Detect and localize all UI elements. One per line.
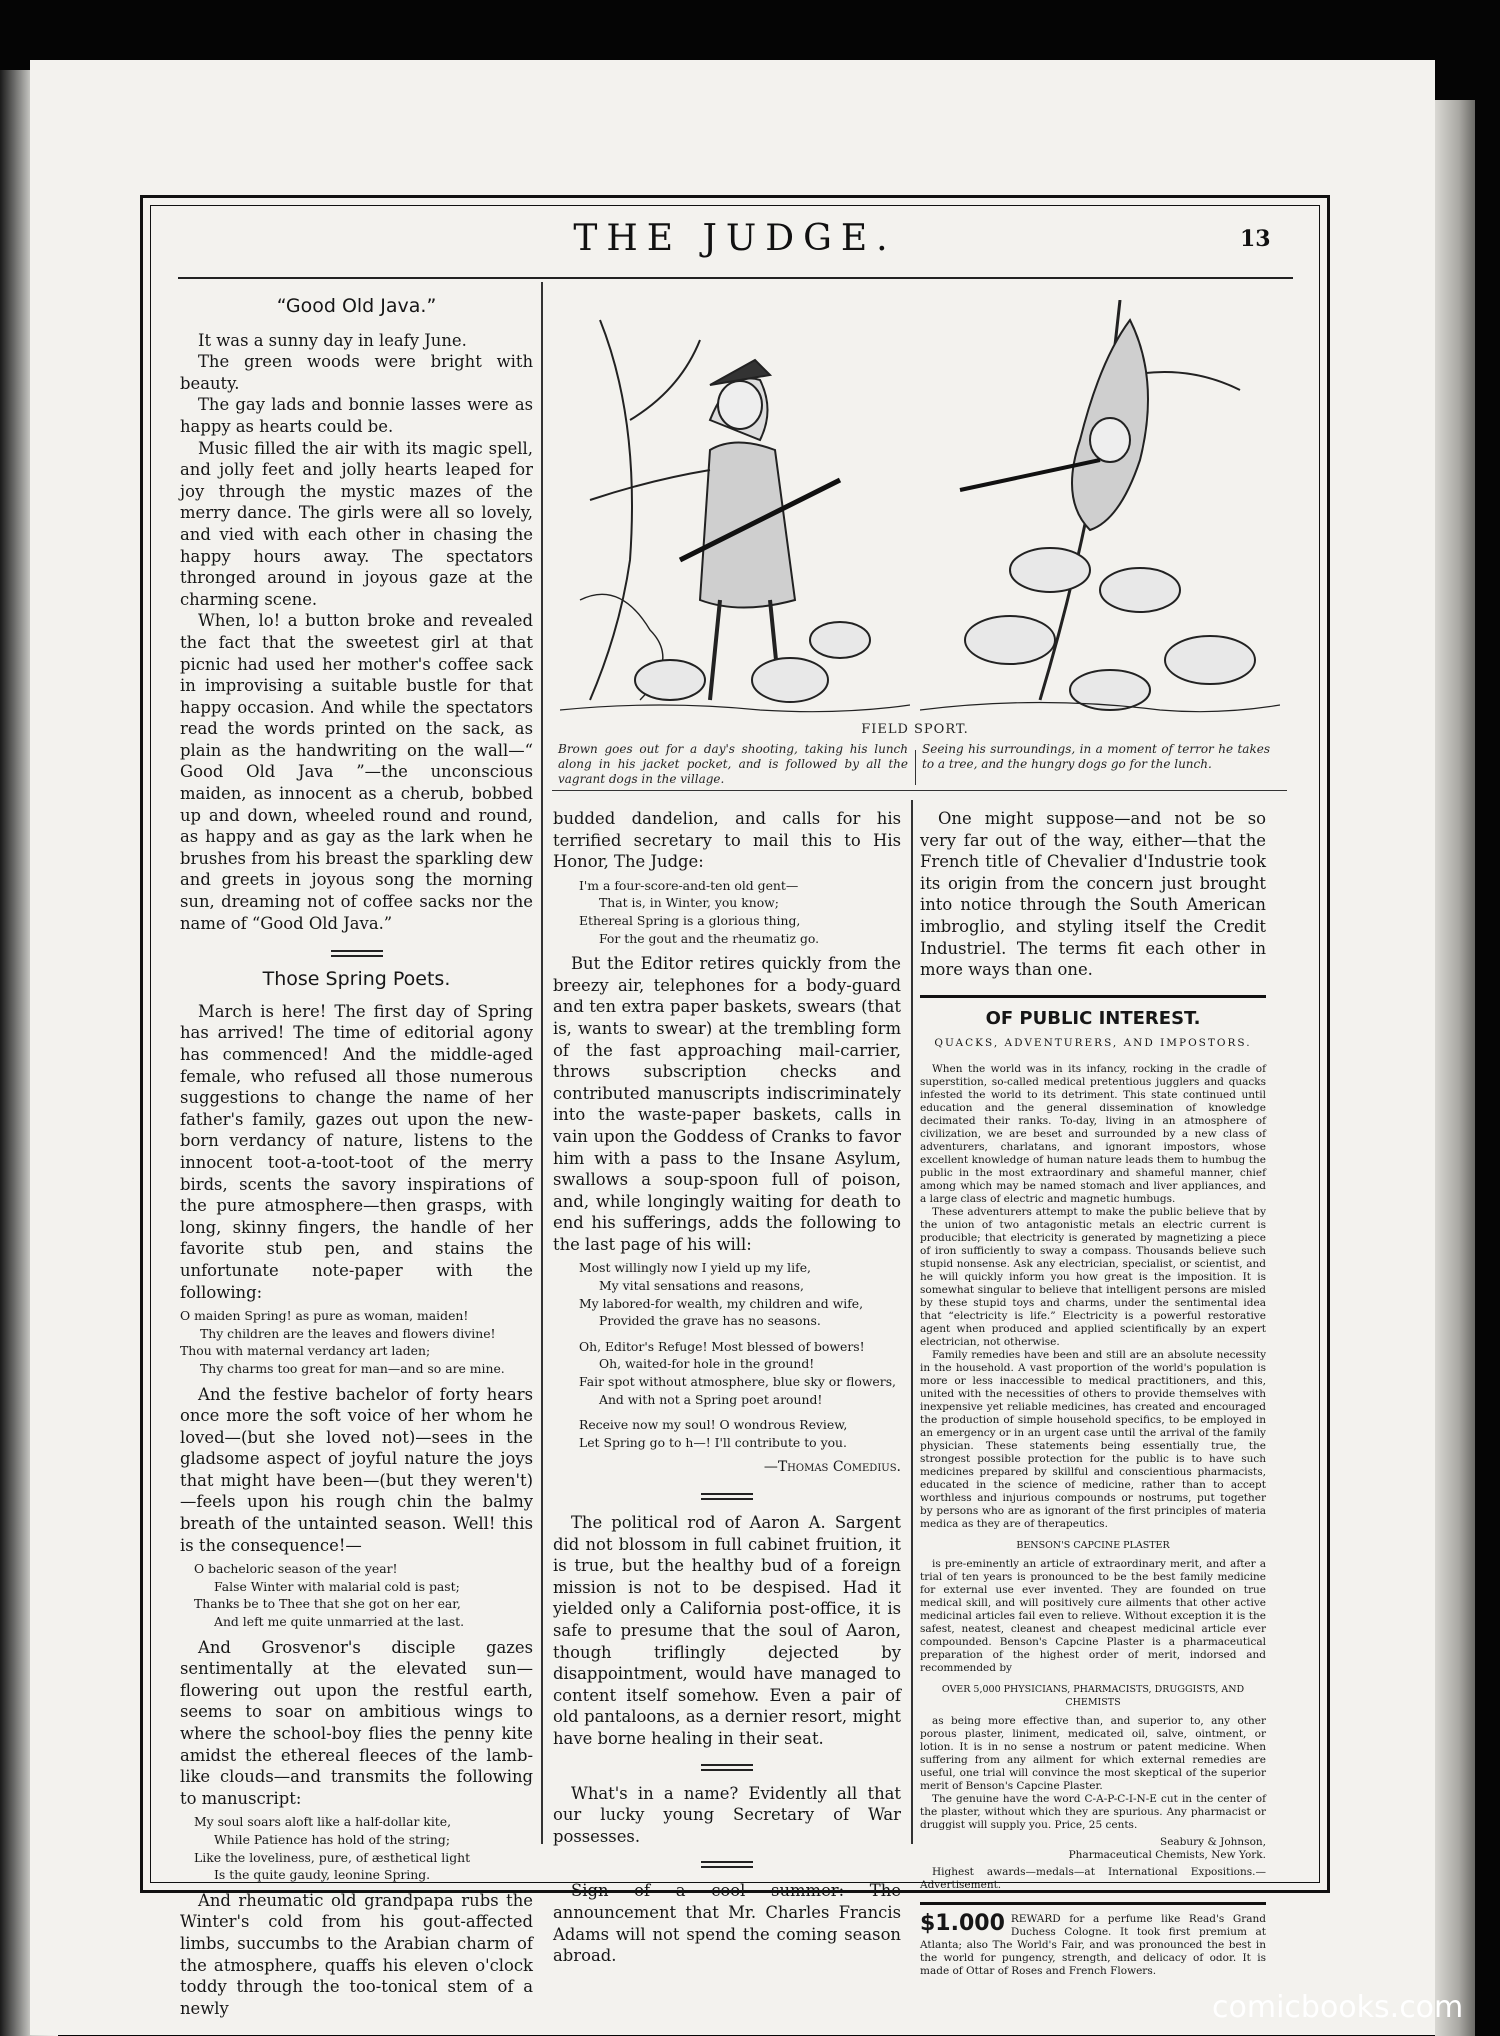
verse-line: And with not a Spring poet around!: [599, 1391, 823, 1407]
column-rule-2: [911, 800, 913, 1844]
ad-para: The genuine have the word C-A-P-C-I-N-E cut in the center of the plaster, without which they are spurious. Any pharmacist or druggist will supply you. Price, 25 cents.: [920, 1792, 1266, 1831]
ad-awards: Highest awards—medals—at International Expositions.—Advertisement.: [920, 1865, 1266, 1891]
reward-amount: $1.000: [920, 1910, 1005, 1936]
verse-editors-will: [553, 1259, 901, 1451]
ad-top-rule: [920, 995, 1266, 998]
column-rule-illus: [915, 750, 916, 785]
java-para-5: When, lo! a button broke and revealed the fact that the sweetest girl at that picnic had used her mother's coffee sack in improvising a suitable bustle for that happy occasion. And while the spectators read the words printed on the sack, as plain as the handwriting on the wall—“ Good Old Java ”—the unconscious maiden, as innocent as a cherub, bobbed up and down, wheeled round and round, as happy and as gay as the lark when he brushes from his breast the sparkling dew and greets in joyous song the morning sun, dreaming not of coffee sacks nor the name of “Good Old Java.”: [180, 611, 533, 933]
col3-chevalier: One might suppose—and not be so very far out of the way, either—that the French title of Chevalier d'Industrie took its origin from the concern just brought into notice through the South American imbroglio, and styling itself the Credit Industriel. The terms fit each other in more ways than one.: [920, 809, 1266, 980]
column-rule-1: [541, 282, 543, 1844]
verse-line: Thanks be to Thee that she got on her ear,: [194, 1596, 461, 1612]
ad-signature: Pharmaceutical Chemists, New York.: [1068, 1848, 1266, 1861]
ad-para: These adventurers attempt to make the public believe that by the union of two antagonistic metals an electric current is producible; that electricity is generated by magnetizing a piece of iron sufficiently to sway a compass. Thousands believe such stupid nonsense. Ask any electrician, specialist, or scientist, and he will quickly inform you how great is the imposition. It is somewhat singular to believe that intelligent persons are misled by these stupid toys and charms, under the sentimental idea that “electricity is life.” Electricity is a powerful restorative agent when produced and applied scientifically by an expert electrician, not otherwise.: [920, 1205, 1266, 1348]
verse-four-score: [553, 877, 901, 947]
col2-name: What's in a name? Evidently all that our lucky young Secretary of War possesses.: [553, 1783, 901, 1846]
verse-line: Is the quite gaudy, leonine Spring.: [214, 1867, 431, 1883]
verse-maiden-spring: [180, 1307, 533, 1377]
column-2: [553, 808, 901, 1967]
verse-line: That is, in Winter, you know;: [599, 895, 779, 911]
verse-line: My vital sensations and reasons,: [599, 1278, 804, 1294]
verse-line: Oh, waited-for hole in the ground!: [599, 1356, 815, 1372]
col2-para-1: budded dandelion, and calls for his terrified secretary to mail this to His Honor, The Judge:: [553, 809, 901, 872]
reward-advertisement: [920, 1910, 1266, 1978]
field-sport-illustration-right: [920, 300, 1280, 720]
signature-comedius: —Thomas Comedius.: [763, 1459, 901, 1476]
illustration-caption-left: Brown goes out for a day's shooting, taking his lunch along in his jacket pocket, and is followed by all the vagrant dogs in the village.: [558, 742, 908, 786]
verse-line: Oh, Editor's Refuge! Most blessed of bowers!: [579, 1338, 865, 1354]
verse-line: Let Spring go to h—! I'll contribute to you.: [579, 1434, 847, 1450]
masthead-rule: [178, 277, 1293, 279]
verse-line: Receive now my soul! O wondrous Review,: [579, 1417, 848, 1433]
verse-line: For the gout and the rheumatiz go.: [599, 930, 820, 946]
java-para-3: The gay lads and bonnie lasses were as happy as hearts could be.: [180, 395, 533, 436]
section-divider: [701, 1861, 753, 1868]
column-3: [920, 808, 1266, 1978]
poets-para-2: And the festive bachelor of forty hears once more the soft voice of her whom he loved—(but she loved not)—sees in the gladsome aspect of joyful nature the joys that might have been—(but they weren't)—feels upon his rough chin the balmy breath of the untainted season. Well! this is the consequence!—: [180, 1384, 533, 1555]
advertisement-public-interest: [920, 1008, 1266, 1892]
verse-line: Ethereal Spring is a glorious thing,: [579, 912, 801, 928]
masthead-title: THE JUDGE.: [573, 218, 897, 259]
poets-para-4: And rheumatic old grandpapa rubs the Winter's cold from his gout-affected limbs, succumbs to the Arabian charm of the atmosphere, quaffs his eleven o'clock toddy through the too-tonical stem of a newly: [180, 1890, 533, 2018]
java-para-4: Music filled the air with its magic spell, and jolly feet and jolly hearts leaped for joy through the mystic mazes of the merry dance. The girls were all so lovely, and vied with each other in chasing the happy hours away. The spectators thronged around in joyous gaze at the charming scene.: [180, 438, 533, 609]
field-sport-illustration-left: [560, 300, 910, 720]
verse-line: I'm a four-score-and-ten old gent—: [579, 877, 799, 893]
verse-line: Thou with maternal verdancy art laden;: [180, 1343, 431, 1359]
watermark: comicbooks.com: [1212, 1990, 1464, 2025]
verse-line: Provided the grave has no seasons.: [599, 1313, 821, 1329]
ad-heading: BENSON'S CAPCINE PLASTER: [1016, 1539, 1170, 1551]
col2-sargent: The political rod of Aaron A. Sargent did not blossom in full cabinet fruition, it is true, but the healthy bud of a foreign mission is not to be despised. Had it yielded only a California post-office, it is safe to presume that the soul of Aaron, though triflingly dejected by disappointment, would have managed to content itself somehow. Even a pair of old pantaloons, as a dernier resort, might have borne healing in their seat.: [553, 1513, 901, 1748]
verse-line: O bacheloric season of the year!: [194, 1561, 398, 1577]
verse-line: Like the loveliness, pure, of æsthetical light: [194, 1849, 471, 1865]
verse-line: Most willingly now I yield up my life,: [579, 1260, 811, 1276]
page-number: 13: [1240, 226, 1271, 252]
col2-summer: Sign of a cool summer: The announcement that Mr. Charles Francis Adams will not spend the coming season abroad.: [553, 1881, 901, 1966]
illustration-bottom-rule: [552, 790, 1287, 791]
illustration-caption-right: Seeing his surroundings, in a moment of terror he takes to a tree, and the hungry dogs go for the lunch.: [922, 742, 1270, 771]
illustration-title: FIELD SPORT.: [861, 722, 969, 737]
ad-title: OF PUBLIC INTEREST.: [985, 1007, 1201, 1029]
reward-rule: [920, 1902, 1266, 1905]
poets-para-1: March is here! The first day of Spring has arrived! The time of editorial agony has commenced! And the middle-aged female, who refused all those numerous suggestions to change the name of her father's family, gazes out upon the new-born verdancy of nature, listens to the innocent toot-a-toot-toot of the merry birds, scents the savory inspirations of the pure atmosphere—then grasps, with long, skinny fingers, the handle of her favorite stub pen, and stains the unfortunate note-paper with the following:: [180, 1001, 533, 1302]
verse-line: O maiden Spring! as pure as woman, maiden!: [180, 1308, 469, 1324]
ad-heading: OVER 5,000 PHYSICIANS, PHARMACISTS, DRUGGISTS, AND CHEMISTS: [941, 1683, 1245, 1708]
section-divider: [331, 950, 383, 957]
java-para-2: The green woods were bright with beauty.: [180, 352, 533, 393]
verse-line: And left me quite unmarried at the last.: [214, 1614, 465, 1630]
verse-line: Fair spot without atmosphere, blue sky or flowers,: [579, 1374, 896, 1390]
ad-body: [920, 1063, 1266, 1892]
verse-line: Thy charms too great for man—and so are mine.: [200, 1360, 505, 1376]
reward-text: REWARD for a perfume like Read's Grand Duchess Cologne. It took first premium at Atlanta; also The World's Fair, and was pronounced the best in the world for pungency, strength, and delicacy of odor. It is made of Ottar of Roses and French Flowers.: [920, 1912, 1266, 1977]
section-divider: [701, 1764, 753, 1771]
article-title-java: “Good Old Java.”: [276, 295, 437, 317]
col2-para-2: But the Editor retires quickly from the breezy air, telephones for a body-guard and ten extra paper baskets, swears (that is, wants to swear) at the trembling form of the fast approaching mail-carrier, throws subscription checks and contributed manuscripts indiscriminately into the waste-paper baskets, calls in vain upon the Goddess of Cranks to favor him with a pass to the Insane Asylum, swallows a soup-spoon full of poison, and, while longingly waiting for death to end his sufferings, adds the following to the last page of his will:: [553, 954, 901, 1254]
verse-line: False Winter with malarial cold is past;: [214, 1578, 460, 1594]
ad-para: Family remedies have been and still are an absolute necessity in the household. A vast proportion of the world's population is more or less inaccessible to medical practitioners, and this, united with the necessities of others to provide themselves with inexpensive yet reliable medicines, has created and encouraged the production of simple household specifics, to be employed in an emergency or in an urgent case until the arrival of the family physician. These statements being essentially true, the strongest possible protection for the public is to have such medicines prepared by skillful and conscientious pharmacists, educated in the science of medicine, rather than to accept worthless and injurious compounds or nostrums, put together by persons who are as ignorant of the first principles of materia medica as they are of therapeutics.: [920, 1348, 1266, 1530]
page-stack-edge: [1435, 100, 1475, 2036]
ad-para: When the world was in its infancy, rocking in the cradle of superstition, so-called medical pretentious jugglers and quacks infested the world to its detriment. This state continued until education and the general dissemination of knowledge decimated their ranks. To-day, living in an atmosphere of civilization, we are beset and surrounded by a new class of adventurers, charlatans, and ignorant impostors, whose excellent knowledge of human nature leads them to humbug the public in the most extraordinary and shameful manner, chief among which may be named stomach and liver appliances, and a large class of electric and magnetic humbugs.: [920, 1062, 1266, 1205]
verse-line: My labored-for wealth, my children and wife,: [579, 1295, 864, 1311]
column-1: [180, 296, 533, 2019]
verse-bacheloric: [180, 1560, 533, 1630]
java-para-1: It was a sunny day in leafy June.: [198, 330, 467, 350]
ad-signature: Seabury & Johnson,: [1160, 1835, 1266, 1848]
verse-line: My soul soars aloft like a half-dollar kite,: [194, 1814, 452, 1830]
ad-para: as being more effective than, and superior to, any other porous plaster, liniment, medicated oil, salve, ointment, or lotion. It is in no sense a nostrum or patent medicine. When suffering from any ailment for which external remedies are useful, one trial will convince the most skeptical of the superior merit of Benson's Capcine Plaster.: [920, 1714, 1266, 1792]
poets-para-3: And Grosvenor's disciple gazes sentimentally at the elevated sun—flowering out upon the restful earth, seems to soar on ambitious wings to where the school-boy flies the penny kite amidst the ethereal fleeces of the lamb-like clouds—and transmits the following to manuscript:: [180, 1637, 533, 1808]
article-title-poets: Those Spring Poets.: [262, 968, 451, 991]
verse-half-dollar-kite: [180, 1813, 533, 1883]
verse-line: Thy children are the leaves and flowers divine!: [200, 1325, 496, 1341]
section-divider: [701, 1493, 753, 1500]
verse-line: While Patience has hold of the string;: [214, 1831, 451, 1847]
ad-para: is pre-eminently an article of extraordinary merit, and after a trial of ten years is pronounced to be the best family medicine for external use ever invented. They are founded on true medical skill, and will positively cure ailments that other active medicinal articles fail even to relieve. Without exception it is the safest, neatest, cleanest and cheapest medicinal article ever compounded. Benson's Capcine Plaster is a pharmaceutical preparation of the highest order of merit, indorsed and recommended by: [920, 1557, 1266, 1674]
ad-subtitle: QUACKS, ADVENTURERS, AND IMPOSTORS.: [934, 1037, 1252, 1050]
